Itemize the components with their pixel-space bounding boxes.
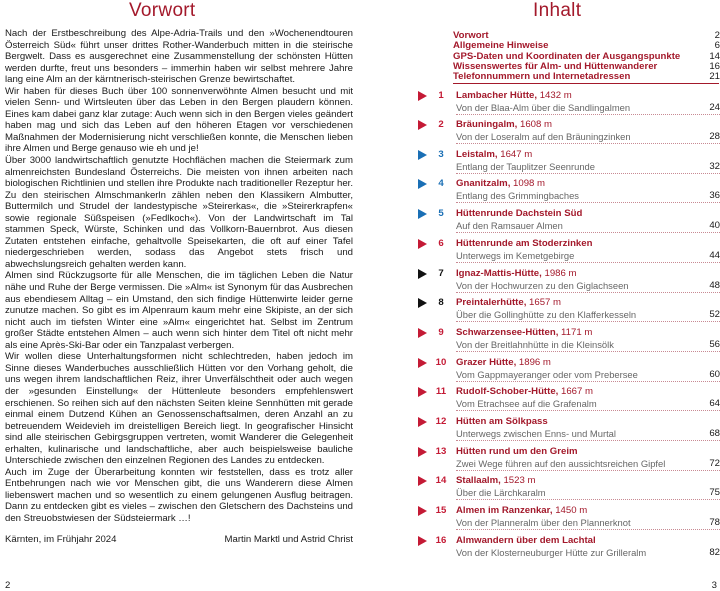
toc-general-title: Vorwort [453,30,489,41]
tour-number: 16 [435,535,447,546]
toc-tour-entry[interactable] [418,327,720,355]
toc-tour-entry[interactable] [418,268,720,296]
red-arrow-icon [418,447,427,457]
foreword-paragraph: Wir wollen diese Unterhaltungsformen nicht schlechtreden, haben jedoch im Sinne dieses Wanderbuches ausschließlich Hütten vor den Vorhang geholt, die uns wegen ihrem landschaftlichen Reiz, ihrer Unverfälschtheit oder auch wegen der »gesunden Einstellung« der Hüttenleute besonders empfehlenswert erschienen. So reihen sich auf den nächsten Seiten kleine Sennhütten mit gerade einmal einem Dutzend Kühen an Genossenschaftsalmen, deren Anzahl an zu betreuendem Weidevieh im dreistelligen Bereich liegt. In geografischer Hinsicht sind alle steirischen Gebirgsgruppen vertreten, womit Wanderer die Gelegenheit erhalten, kulinarische und landschaftliche, aber auch beispielsweise bauliche Unterschiede zwischen den einzelnen Regionen des Landes zu entdecken. [5,351,353,467]
tour-title: Schwarzensee-Hütten, 1171 m [456,327,593,338]
tour-subtitle: Vom Etrachsee auf die Grafenalm [456,398,597,409]
red-arrow-icon [418,536,427,546]
tour-number: 1 [438,90,444,101]
toc-tour-entry[interactable] [418,297,720,325]
dotted-divider [456,351,720,352]
toc-general-page: 14 [709,50,720,62]
tour-number: 13 [435,446,447,457]
tour-subtitle: Von der Breitlahnhütte in die Kleinsölk [456,339,614,350]
tour-subtitle: Von der Klosterneuburger Hütte zur Grilleralm [456,547,647,558]
dotted-divider [456,262,720,263]
tour-title: Stallaalm, 1523 m [456,475,536,486]
foreword-body [5,28,353,525]
tour-subtitle: Unterwegs im Kemetgebirge [456,250,575,261]
toc-tour-entry[interactable] [418,149,720,177]
tour-page: 68 [709,428,720,439]
place-date: Kärnten, im Frühjahr 2024 [5,534,117,545]
toc-general-title: Telefonnummern und Internetadressen [453,71,631,83]
toc-general-title: GPS-Daten und Koordinaten der Ausgangspunkte [453,50,681,62]
tour-page: 60 [709,369,720,380]
left-page [0,0,360,590]
foreword-paragraph: Über 3000 landwirtschaftlich genutzte Hochflächen machen die Steiermark zum almenreichsten Bundesland Österreichs. Die meisten von ihnen arbeiten nach biologischen Richtlinien und stellen ihre Produkte nach traditioneller Rezeptur her. Zu den steirischen Almschmankerln zählen neben den Klassikern Almbutter, Buttermilch und Strudel der landestypische »Steirerkas«, die »Steirerkrapfen« sowie regionale Süßspeisen (»Fedlkoch«). Von der Landwirtschaft im Tal stammen Speck, Würste, Schinken und das Vollkorn-Bauernbrot. Aus diesen Zutaten entstehen einfache, gehaltvolle Speisekarten, die oft auf einer Tafel niedergeschrieben werden, sodass das Angebot stets frisch und abwechslungsreich gehalten werden kann. [5,155,353,270]
tour-subtitle: Von der Planneralm über den Plannerknot [456,517,631,528]
foreword-paragraph: Auch im Zuge der Überarbeitung konnten wir feststellen, dass es trotz aller Entbehrungen nach wie vor Menschen gibt, die uns Wanderern diese Almen liebenswert machen und so wesentlich zu einem gelungenen Ausflug beitragen. Dann zu entdecken gibt es vieles – zwischen den Gletschern des Dachsteins und den Streuobstwiesen der Südsteiermark …! [5,466,353,524]
tour-number: 10 [435,357,447,368]
tour-page: 72 [709,458,720,469]
toc-tour-entry[interactable] [418,386,720,414]
toc-tour-entry[interactable] [418,238,720,266]
red-arrow-icon [418,417,427,427]
dotted-divider [456,143,720,144]
toc-tour-entry[interactable] [418,119,720,147]
dotted-divider [456,529,720,530]
tour-number: 8 [438,297,444,308]
dotted-divider [456,470,720,471]
toc-tour-entry[interactable] [418,178,720,206]
tour-page: 36 [709,190,720,201]
tour-page: 82 [709,547,720,558]
tour-title: Lambacher Hütte, 1432 m [456,90,572,101]
tour-title: Bräuningalm, 1608 m [456,119,552,130]
toc-general-item[interactable] [453,72,720,82]
toc-tour-entry[interactable] [418,90,720,118]
blue-arrow-icon [418,150,427,160]
red-arrow-icon [418,476,427,486]
tour-title: Rudolf-Schober-Hütte, 1667 m [456,386,593,397]
red-arrow-icon [418,358,427,368]
tour-subtitle: Unterwegs zwischen Enns- und Murtal [456,428,616,439]
tour-page: 44 [709,250,720,261]
foreword-paragraph: Nach der Erstbeschreibung des Alpe-Adria-Trails und den »Wochenendtouren Österreich Süd« führt unser drittes Rother-Wanderbuch mitten in die steirische Bergwelt. Dass es ausgerechnet eine Zusammenstellung der schönsten Hütten werden durfte, freut uns besonders – immerhin haben wir selbst mehrere Jahre lang eine Alm an der kärntnerisch-steirischen Grenze bewirtschaftet. [5,28,353,86]
foreword-signature [5,534,353,545]
red-arrow-icon [418,120,427,130]
tour-title: Preintalerhütte, 1657 m [456,297,562,308]
toc-tour-entry[interactable] [418,446,720,474]
tour-title: Almwandern über dem Lachtal [456,535,596,546]
tour-page: 78 [709,517,720,528]
tour-page: 64 [709,398,720,409]
tour-title: Hütten am Sölkpass [456,416,548,427]
red-arrow-icon [418,387,427,397]
dotted-divider [456,173,720,174]
black-arrow-icon [418,298,427,308]
tour-number: 12 [435,416,447,427]
foreword-paragraph: Almen sind Rückzugsorte für alle Menschen, die im täglichen Leben die Natur nähe und Ruhe der Berge vermissen. Die »Alm« ist Synonym für das Ausbrechen aus ebendiesem Alltag – ein Umstand, den sich findige Hüttenwirte leider gerne zunutze machen. So gibt es im Alpenraum kaum mehr eine Skipiste, an der sich nicht auch im tiefsten Winter eine »Alm« eingerichtet hat. Selbst im Zentrum großer Städte entstehen Almen – auch wenn sich hinter dem Titel oft nicht mehr als eine Après-Ski-Bar oder ein Tanzpalast verbergen. [5,270,353,351]
tour-subtitle: Zwei Wege führen auf den aussichtsreichen Gipfel [456,458,666,469]
foreword-paragraph: Wir haben für dieses Buch über 100 sonnenverwöhnte Almen besucht und mit vielen Senn- und Wirtsleuten über das Leben in den Bergen plaudern können. Eines kam dabei ganz klar zutage: Auch wenn sich in den Bergen vieles geändert haben mag und sich das Leben auf den höheren Etagen vor verschiedenen Maßnahmen der Modernisierung nicht verschließen konnte, die Menschen lieben ihre Almen und Berge genauso wie eh und je! [5,85,353,155]
tour-page: 28 [709,131,720,142]
red-arrow-icon [418,506,427,516]
tour-number: 11 [435,386,447,397]
tour-subtitle: Von der Blaa-Alm über die Sandlingalmen [456,102,631,113]
dotted-divider [456,292,720,293]
dotted-divider [456,499,720,500]
tour-number: 4 [438,178,444,189]
dotted-divider [456,202,720,203]
tour-page: 52 [709,309,720,320]
tour-subtitle: Von der Hochwurzen zu den Giglachseen [456,280,629,291]
tour-subtitle: Entlang der Tauplitzer Seenrunde [456,161,595,172]
blue-arrow-icon [418,179,427,189]
tour-title: Almen im Ranzenkar, 1450 m [456,505,588,516]
toc-general-page: 2 [714,30,720,41]
tour-title: Ignaz-Mattis-Hütte, 1986 m [456,268,577,279]
tour-page: 56 [709,339,720,350]
toc-general-section [453,31,720,82]
toc-general-title: Wissenswertes für Alm- und Hüttenwanderer [453,60,658,72]
tour-subtitle: Auf den Ramsauer Almen [456,220,563,231]
page-title-inhalt: Inhalt [533,0,582,21]
page-number-right: 3 [711,580,717,591]
toc-tour-entry[interactable] [418,475,720,503]
tour-title: Hüttenrunde Dachstein Süd [456,208,583,219]
tour-number: 9 [438,327,444,338]
toc-general-page: 21 [709,71,720,83]
red-arrow-icon [418,328,427,338]
tour-title: Grazer Hütte, 1896 m [456,357,551,368]
toc-general-page: 6 [714,40,720,52]
toc-tour-entry[interactable] [418,416,720,444]
toc-divider [453,83,719,84]
dotted-divider [456,410,720,411]
tour-title: Leistalm, 1647 m [456,149,533,160]
tour-subtitle: Entlang des Grimmingbaches [456,190,579,201]
dotted-divider [456,381,720,382]
tour-title: Hütten rund um den Greim [456,446,578,457]
tour-page: 75 [709,487,720,498]
tour-number: 15 [435,505,447,516]
page-title-vorwort: Vorwort [129,0,196,21]
tour-title: Gnanitzalm, 1098 m [456,178,546,189]
authors: Martin Marktl und Astrid Christ [224,534,353,545]
toc-tour-entry[interactable] [418,208,720,236]
tour-page: 40 [709,220,720,231]
dotted-divider [456,321,720,322]
toc-tour-entry[interactable] [418,535,720,563]
toc-general-page: 16 [709,60,720,72]
tour-title: Hüttenrunde am Stoderzinken [456,238,593,249]
toc-general-title: Allgemeine Hinweise [453,40,549,52]
tour-subtitle: Über die Gollinghütte zu den Klafferkesseln [456,309,637,320]
tour-subtitle: Von der Loseralm auf den Bräuningzinken [456,131,631,142]
red-arrow-icon [418,239,427,249]
tour-page: 24 [709,102,720,113]
tour-page: 48 [709,280,720,291]
tour-number: 7 [438,268,444,279]
dotted-divider [456,114,720,115]
page-number-left: 2 [5,580,11,591]
red-arrow-icon [418,91,427,101]
tour-number: 3 [438,149,444,160]
tour-number: 14 [435,475,447,486]
toc-tour-entry[interactable] [418,505,720,533]
tour-page: 32 [709,161,720,172]
dotted-divider [456,440,720,441]
toc-tour-entry[interactable] [418,357,720,385]
blue-arrow-icon [418,209,427,219]
tour-subtitle: Vom Gappmayeranger oder vom Prebersee [456,369,638,380]
tour-number: 5 [438,208,444,219]
black-arrow-icon [418,269,427,279]
tour-subtitle: Über die Lärchkaralm [456,487,546,498]
tour-number: 6 [438,238,444,249]
tour-number: 2 [438,119,444,130]
dotted-divider [456,232,720,233]
